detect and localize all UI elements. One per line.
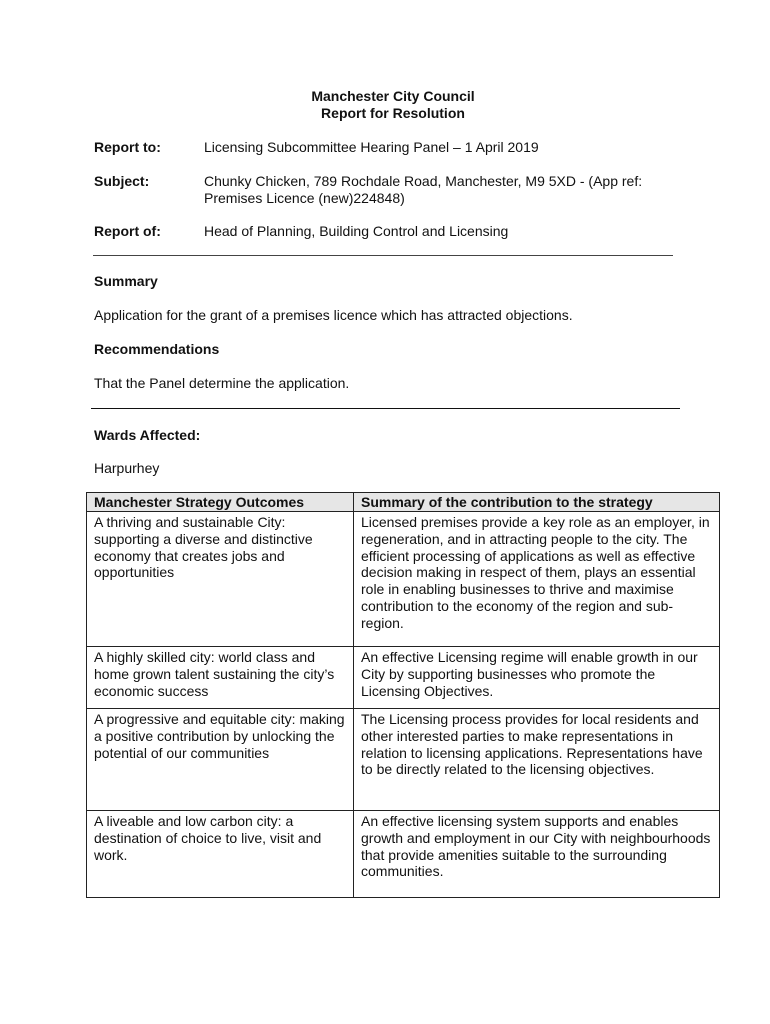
strategy-outcomes-table bbox=[86, 492, 720, 898]
report-to-value: Licensing Subcommittee Hearing Panel – 1 April 2019 bbox=[204, 139, 539, 155]
table-cell-contribution: An effective licensing system supports and enables growth and employment in our City with neighbourhoods that provide amenities suitable to the surrounding communities. bbox=[354, 811, 720, 898]
table-cell-outcome: A progressive and equitable city: making a positive contribution by unlocking the potential of our communities bbox=[87, 709, 354, 811]
table-cell-contribution: The Licensing process provides for local residents and other interested parties to make representations in relation to licensing applications. Representations have to be directly related to the licensing objectives. bbox=[354, 709, 720, 811]
wards-heading: Wards Affected: bbox=[94, 427, 201, 443]
subject-value: Chunky Chicken, 789 Rochdale Road, Manchester, M9 5XD - (App ref: Premises Licence (new)224848) bbox=[204, 173, 643, 206]
title-report-type: Report for Resolution bbox=[321, 105, 465, 121]
table-row bbox=[87, 709, 720, 811]
wards-text: Harpurhey bbox=[94, 460, 160, 476]
table-header-row bbox=[87, 493, 720, 512]
table-cell-outcome: A thriving and sustainable City: supporting a diverse and distinctive economy that creates jobs and opportunities bbox=[87, 512, 354, 647]
header-divider bbox=[93, 255, 673, 256]
recommendations-text: That the Panel determine the application. bbox=[94, 375, 350, 391]
table-cell-outcome: A highly skilled city: world class and home grown talent sustaining the city’s economic success bbox=[87, 647, 354, 709]
table-row bbox=[87, 512, 720, 647]
table-header-outcomes: Manchester Strategy Outcomes bbox=[87, 493, 354, 512]
table-header-contribution: Summary of the contribution to the strategy bbox=[354, 493, 720, 512]
summary-heading: Summary bbox=[94, 273, 158, 289]
report-to-label: Report to: bbox=[94, 139, 161, 155]
table-row bbox=[87, 811, 720, 898]
title-council: Manchester City Council bbox=[311, 88, 475, 104]
report-of-value: Head of Planning, Building Control and Licensing bbox=[204, 223, 509, 239]
section-divider bbox=[91, 408, 680, 409]
summary-text: Application for the grant of a premises licence which has attracted objections. bbox=[94, 307, 573, 323]
subject-label: Subject: bbox=[94, 173, 150, 189]
table-row bbox=[87, 647, 720, 709]
recommendations-heading: Recommendations bbox=[94, 341, 220, 357]
table-cell-outcome: A liveable and low carbon city: a destination of choice to live, visit and work. bbox=[87, 811, 354, 898]
table-cell-contribution: An effective Licensing regime will enable growth in our City by supporting businesses who promote the Licensing Objectives. bbox=[354, 647, 720, 709]
document-title bbox=[16, 88, 770, 122]
table-cell-contribution: Licensed premises provide a key role as an employer, in regeneration, and in attracting people to the city. The efficient processing of applications as well as effective decision making in respect of them, plays an essential role in enabling businesses to thrive and maximise contribution to the economy of the region and sub-region. bbox=[354, 512, 720, 647]
report-of-label: Report of: bbox=[94, 223, 161, 239]
